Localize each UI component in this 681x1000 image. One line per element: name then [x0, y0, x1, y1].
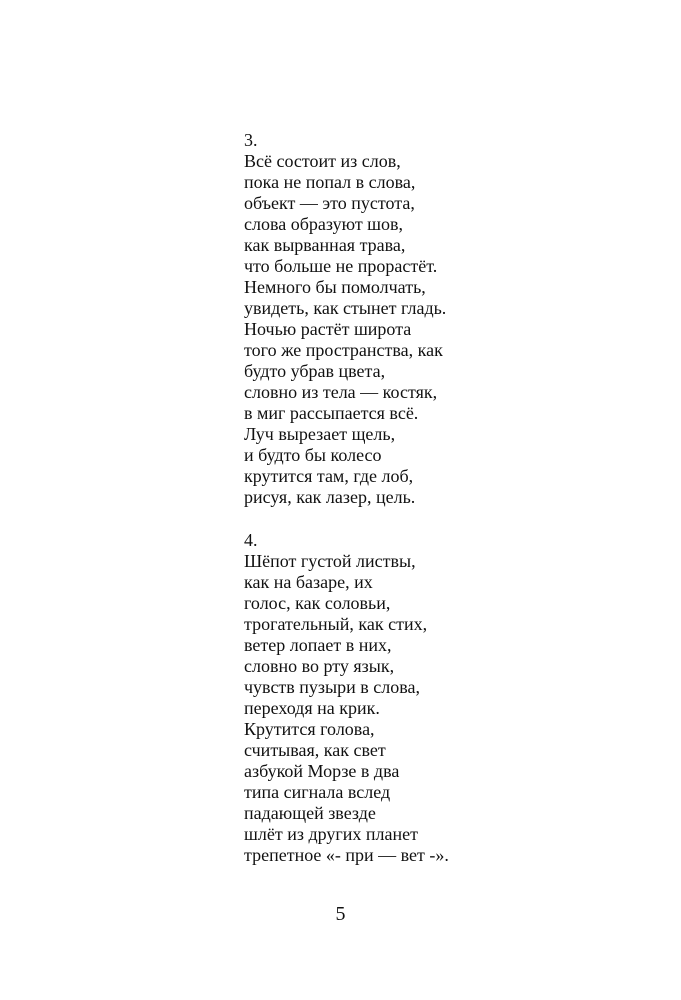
poem-line: того же пространства, как	[244, 340, 443, 360]
poem-line: слова образуют шов,	[244, 214, 404, 234]
poem-line: и будто бы колесо	[244, 445, 382, 465]
poem-line: объект — это пустота,	[244, 193, 415, 213]
poem-line: что больше не прорастёт.	[244, 256, 438, 276]
poem-line: словно во рту язык,	[244, 656, 395, 676]
poem-line: пока не попал в слова,	[244, 172, 416, 192]
poem-line: в миг рассыпается всё.	[244, 403, 419, 423]
poem-line: трогательный, как стих,	[244, 614, 428, 634]
poem-line: голос, как соловьи,	[244, 593, 391, 613]
poem-line: Немного бы помолчать,	[244, 277, 426, 297]
poem-line: шлёт из других планет	[244, 824, 418, 844]
poem-number: 3.	[244, 130, 258, 150]
poem-line: Крутится голова,	[244, 719, 375, 739]
poem-3	[244, 130, 664, 508]
poem-line: Ночью растёт широта	[244, 319, 412, 339]
poem-line: будто убрав цвета,	[244, 361, 386, 381]
poem-line: переходя на крик.	[244, 698, 380, 718]
poem-line: типа сигнала вслед	[244, 782, 391, 802]
poem-line: как вырванная трава,	[244, 235, 406, 255]
poem-line: чувств пузыри в слова,	[244, 677, 420, 697]
poem-line: трепетное «- при — вет -».	[244, 845, 449, 865]
poem-line: Луч вырезает щель,	[244, 424, 396, 444]
poem-line: крутится там, где лоб,	[244, 466, 414, 486]
poem-line: как на базаре, их	[244, 572, 373, 592]
poem-line: увидеть, как стынет гладь.	[244, 298, 447, 318]
poem-line: Всё состоит из слов,	[244, 151, 401, 171]
poem-line: рисуя, как лазер, цель.	[244, 487, 416, 507]
poem-line: падающей звезде	[244, 803, 376, 823]
poem-line: азбукой Морзе в два	[244, 761, 400, 781]
page-number: 5	[335, 903, 346, 925]
poem-number: 4.	[244, 530, 258, 550]
poem-4	[244, 530, 664, 866]
poem-line: ветер лопает в них,	[244, 635, 392, 655]
poem-line: Шёпот густой листвы,	[244, 551, 416, 571]
poem-line: словно из тела — костяк,	[244, 382, 438, 402]
poem-line: считывая, как свет	[244, 740, 386, 760]
